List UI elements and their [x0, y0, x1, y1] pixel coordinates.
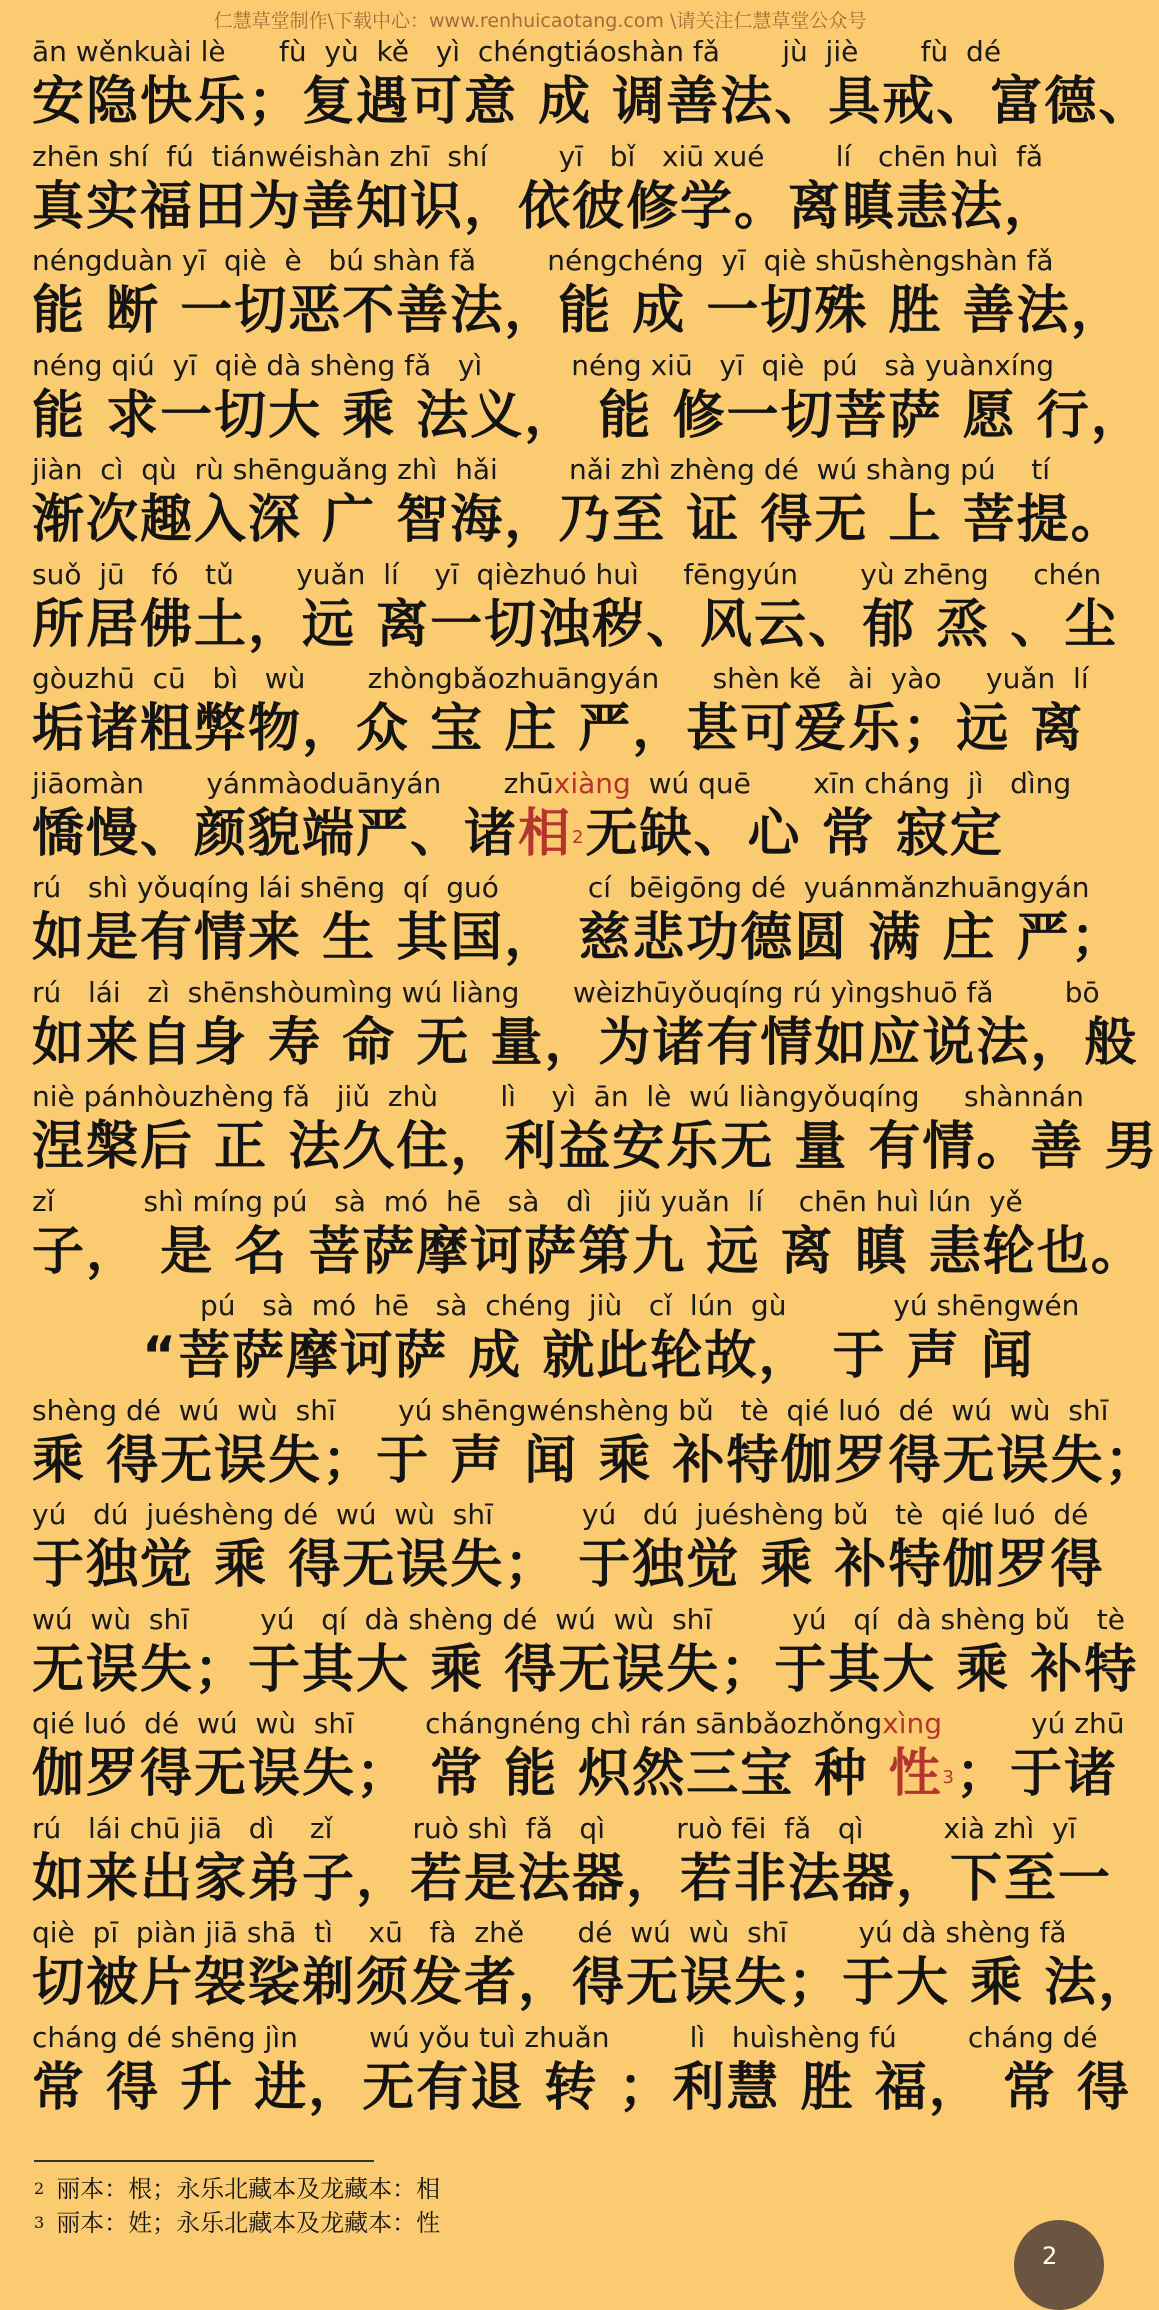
hanzi-line: 憍慢、颜貌端严、诸相$^2$无缺、心 常 寂定 [32, 803, 1004, 864]
hanzi-line: 切被片袈裟剃须发者，得无误失；于大 乘 法， [32, 1953, 1153, 2013]
pinyin-line: rú lái zì shēnshòumìng wú liàng wèizhūyǒuqíng rú yìngshuō fǎ bō [32, 975, 1100, 1009]
hanzi-line: 子， 是 名 菩萨摩诃萨第九 远 离 瞋 恚轮也。 [32, 1221, 1145, 1282]
pinyin-line: niè pánhòuzhèng fǎ jiǔ zhù lì yì ān lè wú liàngyǒuqíng shànnán [32, 1080, 1084, 1113]
footnotes [34, 2172, 440, 2240]
pinyin-line: suǒ jū fó tǔ yuǎn lí yī qièzhuó huì fēngyún yù zhēng chén [32, 557, 1102, 591]
text-line [32, 1602, 1139, 1707]
pinyin-line: néng qiú yī qiè dà shèng fǎ yì néng xiū yī qiè pú sà yuànxíng [32, 348, 1055, 382]
pinyin-line: wú wù shī yú qí dà shèng dé wú wù shī yú qí dà shèng bǔ tè [32, 1602, 1125, 1636]
pinyin-line: ān wěnkuài lè fù yù kě yì chéngtiáoshàn fǎ jù jiè fù dé [32, 35, 1002, 68]
hanzi-line: 安隐快乐；复遇可意 成 调善法、具戒、富德、 [32, 72, 1153, 132]
text-line [32, 1915, 1153, 2020]
text-line [32, 1811, 1113, 1916]
hanzi-line: 于独觉 乘 得无误失； 于独觉 乘 补特伽罗得 [32, 1535, 1105, 1595]
text-line [32, 975, 1139, 1080]
pinyin-line: shèng dé wú wù shī yú shēngwénshèng bǔ tè qié luó dé wú wù shī [32, 1393, 1109, 1427]
hanzi-line: 渐次趣入深 广 智海，乃至 证 得无 上 菩提。 [32, 490, 1125, 550]
hanzi-line: 垢诸粗弊物，众 宝 庄 严，甚可爱乐；远 离 [32, 699, 1085, 759]
text-line [32, 557, 1119, 662]
hanzi-line: “菩萨摩诃萨 成 就此轮故， 于 声 闻 [142, 1326, 1035, 1386]
pinyin-line: qié luó dé wú wù shī chángnéng chì rán sānbǎozhǒngxìng yú zhū [32, 1707, 1125, 1740]
footnote-ref[interactable]: 2 [572, 826, 586, 848]
hanzi-line: 能 断 一切恶不善法，能 成 一切殊 胜 善法， [32, 281, 1125, 341]
text-line [32, 1079, 1159, 1184]
pinyin-line: pú sà mó hē sà chéng jiù cǐ lún gù yú shēngwén [200, 1289, 1080, 1322]
text-line [32, 661, 1089, 766]
text-line [32, 1393, 1159, 1498]
variant-character: 相 [518, 803, 573, 864]
hanzi-line: 如来出家弟子，若是法器，若非法器，下至一 [32, 1848, 1113, 1909]
footnote-divider [34, 2160, 374, 2162]
page-header: 仁慧草堂制作\下载中心：www.renhuicaotang.com \请关注仁慧草堂公众号 [213, 10, 867, 32]
hanzi-line: 伽罗得无误失； 常 能 炽然三宝 种 性$^3$；于诸 [32, 1744, 1119, 1804]
text-line [32, 1184, 1145, 1289]
pinyin-line: gòuzhū cū bì wù zhòngbǎozhuāngyán shèn kě ài yào yuǎn lí [32, 662, 1089, 695]
hanzi-line: 能 求一切大 乘 法义， 能 修一切菩萨 愿 行， [32, 385, 1145, 446]
text-line [32, 2020, 1131, 2125]
footnote: $^2$ 丽本：根；永乐北藏本及龙藏本：相 [34, 2175, 441, 2203]
text-line [32, 766, 1072, 871]
footnote-ref[interactable]: 3 [942, 1767, 956, 1788]
text-line [32, 1706, 1125, 1811]
hanzi-line: 如是有情来 生 其国， 慈悲功德圆 满 庄 严； [32, 908, 1125, 968]
hanzi-line: 所居佛土，远 离一切浊秽、风云、郁 烝 、尘 [32, 594, 1119, 655]
pinyin-variant: xiàng [553, 766, 631, 800]
pinyin-line: néngduàn yī qiè è bú shàn fǎ néngchéng yī qiè shūshèngshàn fǎ [32, 244, 1054, 277]
pinyin-line: rú lái chū jiā dì zǐ ruò shì fǎ qì ruò fēi fǎ qì xià zhì yī [32, 1811, 1077, 1845]
hanzi-line: 真实福田为善知识，依彼修学。离瞋恚法， [32, 176, 1059, 237]
pinyin-line: zǐ shì míng pú sà mó hē sà dì jiǔ yuǎn lí chēn huì lún yě [32, 1184, 1023, 1218]
hanzi-line: 常 得 升 进，无有退 转 ；利慧 胜 福， 常 得 [32, 2057, 1131, 2118]
pinyin-line: cháng dé shēng jìn wú yǒu tuì zhuǎn lì huìshèng fú cháng dé [32, 2020, 1098, 2054]
hanzi-line: 乘 得无误失；于 声 闻 乘 补特伽罗得无误失； [32, 1430, 1159, 1491]
page-number: 2 [1042, 2242, 1058, 2270]
text-line [32, 34, 1153, 139]
sutra-text [32, 34, 1159, 2124]
pinyin-line: qiè pī piàn jiā shā tì xū fà zhě dé wú wù shī yú dà shèng fǎ [32, 1916, 1067, 1949]
footnote: $^3$ 丽本：姓；永乐北藏本及龙藏本：性 [34, 2209, 441, 2237]
pinyin-line: zhēn shí fú tiánwéishàn zhī shí yī bǐ xiū xué lí chēn huì fǎ [32, 139, 1044, 173]
text-line [32, 243, 1125, 348]
pinyin-line: jiàn cì qù rù shēnguǎng zhì hǎi nǎi zhì zhèng dé wú shàng pú tí [32, 453, 1050, 486]
hanzi-line: 如来自身 寿 命 无 量，为诸有情如应说法，般 [32, 1012, 1139, 1073]
variant-character: 性 [888, 1744, 943, 1804]
pinyin-line: jiāomàn yánmàoduānyán zhūxiàng wú quē xīn cháng jì dìng [32, 766, 1072, 800]
pinyin-line: yú dú juéshèng dé wú wù shī yú dú juéshèng bǔ tè qié luó dé [32, 1498, 1089, 1531]
hanzi-line: 无误失；于其大 乘 得无误失；于其大 乘 补特 [32, 1639, 1139, 1700]
text-line [32, 139, 1062, 244]
pinyin-variant: xìng [882, 1707, 943, 1740]
text-line [32, 1497, 1105, 1602]
text-line [32, 452, 1125, 557]
pinyin-line: rú shì yǒuqíng lái shēng qí guó cí bēigōng dé yuánmǎnzhuāngyán [32, 871, 1090, 904]
hanzi-line: 涅槃后 正 法久住，利益安乐无 量 有情。善 男 [32, 1117, 1159, 1177]
page-number-badge [1014, 2220, 1104, 2310]
text-line [32, 348, 1145, 453]
text-line [32, 1288, 1080, 1393]
text-line [32, 870, 1125, 975]
